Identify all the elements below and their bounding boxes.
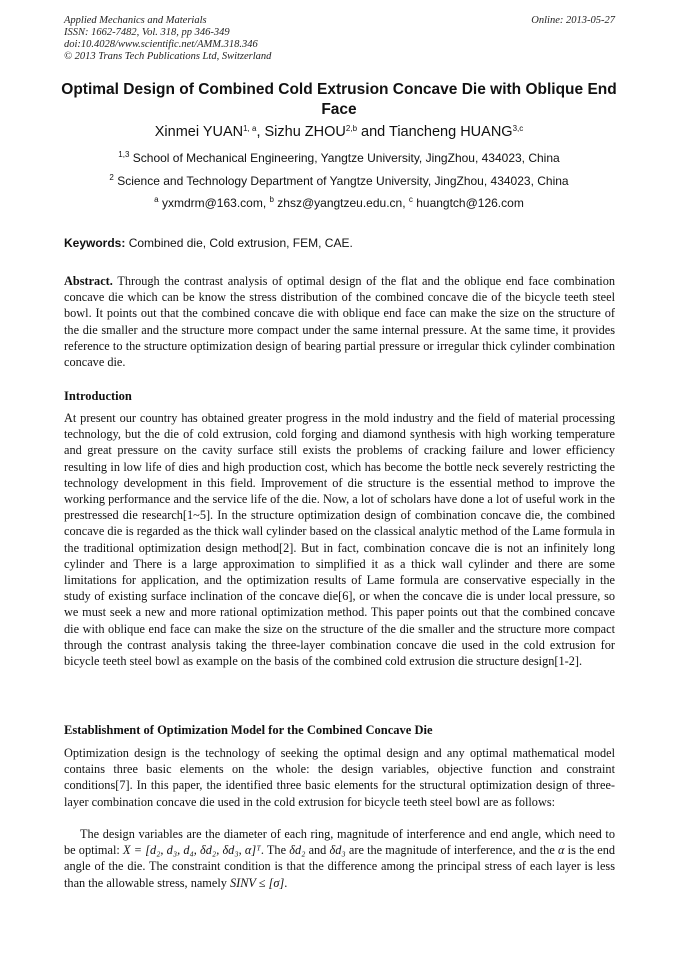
affiliation-sup: 1,3 — [118, 150, 130, 159]
author-emails — [60, 196, 618, 210]
affiliation-sup: 2 — [109, 173, 114, 182]
online-date: Online: 2013-05-27 — [531, 15, 615, 26]
email-sup: c — [408, 195, 413, 204]
math-symbol: α — [558, 843, 565, 858]
affiliation-text: Science and Technology Department of Yangtze University, JingZhou, 434023, China — [117, 174, 569, 188]
introduction-text: At present our country has obtained greater progress in the mold industry and the field of material processing technology, but the die of cold extrusion, cold forging and diamond synthesis with high working temperature and great pressure on the cavity surface still exists the problems of cracking failure and lower efficiency resulting in low life of dies and high production cost, which has become the bottle neck severely restricting the technology development in this field. Improvement of die structure is the essential method to improve the working performance and the service life of the die. Now, a lot of scholars have done a lot of useful work in the prestressed die research[1~5]. In the structure optimization design of combination concave die, the combined concave die is regarded as the thick wall cylinder based on the classical analytic method of the Lame formula in the traditional optimization design method[2]. But in fact, combination concave die is not an infinitely long cylinder and There is a large approximation to simplified it as a thick wall cylinder and there are some limitations for application, and the optimization results of Lame formula are conservative especially in the study of existing surface inclination of the concave die[6], or when the concave die is under local pressure, so we must seek a new and more rational optimization method. This paper points out that the combined concave die with oblique end face can make the size on the structure of the die smaller and the structure more compact through the contrast analysis taking the three-layer combination concave die used in the cold extrusion for bicycle teeth steel bowl as example on the basis of the combined cold extrusion die structure design[1-2]. — [64, 411, 615, 669]
section-paragraph-1: Optimization design is the technology of seeking the optimal design and any optimal mathematical model contains three basic elements on the whole: the design variables, objective function and constraint conditions[7]. In this paper, the identified three basic elements for the structural optimization design of three-layer combination concave die used in the cold extrusion for bicycle teeth steel bowl are as follows: — [64, 746, 615, 809]
author-sup: 1, a — [243, 124, 257, 133]
author-name: Xinmei YUAN — [154, 124, 244, 140]
paragraph-text: are the magnitude of interference, and the — [348, 843, 555, 858]
affiliation-1 — [60, 151, 618, 165]
author-list — [60, 124, 618, 140]
paragraph-text: The design variables are the diameter of each ring, magnitude of interference and end angle, which need to be optimal: — [64, 827, 615, 858]
constraint-formula: SINV ≤ [σ] — [229, 875, 285, 890]
issn: ISSN: 1662-7482, Vol. 318, pp 346-349 — [64, 27, 230, 38]
copyright: © 2013 Trans Tech Publications Ltd, Switzerland — [64, 51, 272, 62]
keywords-label: Keywords: — [64, 236, 126, 250]
author-name: , Sizhu ZHOU — [256, 124, 346, 140]
abstract-text: Through the contrast analysis of optimal design of the flat and the oblique end face combination concave die which can be know the stress distribution of the combined concave die of the bicycle teeth steel bowl. It points out that the combined concave die with oblique end face can make the size on the structure of the die smaller and the structure more compact under the same internal pressure. At the same time, it provides reference to the structure optimization design of bearing partial pressure or irregular thick cylinder combination concave die. — [64, 274, 615, 370]
paragraph-text: . The — [260, 843, 287, 858]
doi: doi:10.4028/www.scientific.net/AMM.318.346 — [64, 39, 258, 50]
math-symbol: δd₃ — [329, 843, 346, 858]
paper-title: Optimal Design of Combined Cold Extrusion Concave Die with Oblique End Face — [61, 81, 617, 118]
email-link[interactable]: zhsz@yangtzeu.edu.cn, — [273, 196, 409, 210]
keywords — [64, 236, 616, 250]
author-sup: 2,b — [345, 124, 358, 133]
author-name: and Tiancheng HUANG — [357, 124, 513, 140]
section-paragraph-2 — [64, 826, 615, 891]
author-sup: 3,c — [512, 124, 524, 133]
email-sup: a — [154, 195, 159, 204]
paragraph-text: is the end angle of the die. The constraint condition is that the difference among the principal stress of each layer is less than the allowable stress, namely — [64, 843, 616, 890]
introduction-heading: Introduction — [64, 389, 132, 403]
abstract — [64, 273, 615, 370]
journal-metadata — [64, 15, 271, 63]
journal-name: Applied Mechanics and Materials — [64, 15, 207, 26]
paragraph-text: . — [284, 875, 288, 890]
abstract-label: Abstract. — [64, 274, 113, 288]
keywords-text: Combined die, Cold extrusion, FEM, CAE. — [125, 236, 353, 250]
paragraph-text: and — [308, 843, 327, 858]
math-symbol: δd₂ — [289, 843, 306, 858]
affiliation-2 — [60, 174, 618, 188]
section-heading: Establishment of Optimization Model for the Combined Concave Die — [64, 723, 433, 737]
email-link[interactable]: yxmdrm@163.com, — [158, 196, 270, 210]
email-sup: b — [269, 195, 274, 204]
design-variable-formula: X = [d₂, d₃, d₄, δd₂, δd₃, α]ᵀ — [123, 843, 261, 858]
email-link[interactable]: huangtch@126.com — [412, 196, 524, 210]
affiliation-text: School of Mechanical Engineering, Yangtze University, JingZhou, 434023, China — [132, 151, 560, 165]
